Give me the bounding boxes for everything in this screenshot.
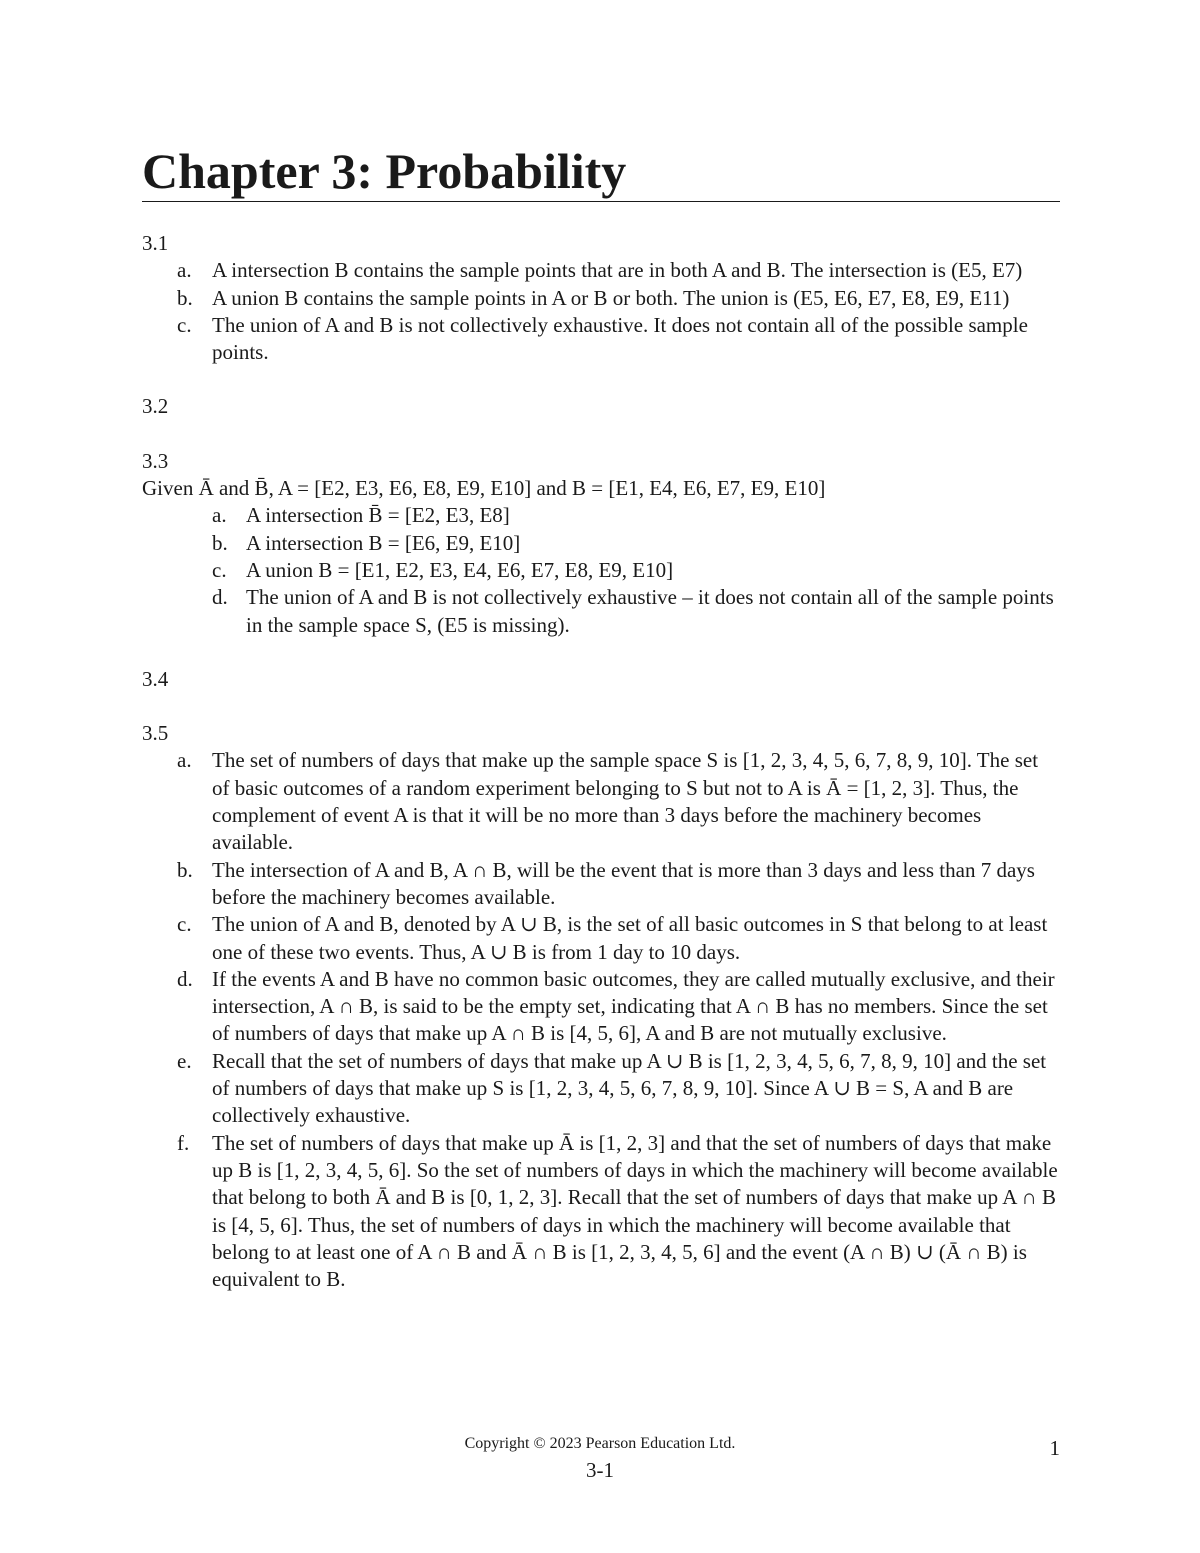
item-label: a. <box>177 258 192 283</box>
item-label: d. <box>177 966 193 991</box>
item-text: A intersection B contains the sample points that are in both A and B. The intersection is (E5, E7) <box>212 258 1023 283</box>
section-number: 3.5 <box>142 721 169 746</box>
item-text: The set of numbers of days that make up the sample space S is [1, 2, 3, 4, 5, 6, 7, 8, 9, 10]. The set of basic outcomes of a random experiment belonging to S but not to A is Ā = [1, 2, 3]. Thus, the complement of event A is that it will be no more than 3 days before the machinery becomes available. <box>212 748 1039 855</box>
page-number: 1 <box>1049 1436 1060 1460</box>
section-3-2 <box>142 393 1060 420</box>
list-item <box>142 557 1060 584</box>
item-label: e. <box>177 1048 192 1073</box>
item-text: A intersection B̄ = [E2, E3, E8] <box>246 503 510 528</box>
spacer <box>142 366 1060 393</box>
item-label: b. <box>177 285 193 310</box>
item-text: The union of A and B is not collectively exhaustive – it does not contain all of the sample points in the sample space S, (E5 is missing). <box>246 585 1054 637</box>
section-3-4 <box>142 666 1060 693</box>
list-item <box>142 285 1060 312</box>
section-number: 3.1 <box>142 231 169 255</box>
item-label: f. <box>177 1130 190 1155</box>
list-item <box>142 312 1060 367</box>
item-label: c. <box>177 312 192 337</box>
list-item <box>142 257 1060 284</box>
footer-page-code: 3-1 <box>586 1458 614 1482</box>
item-text: The set of numbers of days that make up Ā is [1, 2, 3] and that the set of numbers of days that make up B is [1, 2, 3, 4, 5, 6]. So the set of numbers of days in which the machinery will become available that belong to both Ā and B is [0, 1, 2, 3]. Recall that the set of numbers of days that make up A ∩ B is [4, 5, 6]. Thus, the set of numbers of days in which the machinery will become available that belong to at least one of A ∩ B and Ā ∩ B is [1, 2, 3, 4, 5, 6] and the event (A ∩ B) ∪ (Ā ∩ B) is equivalent to B. <box>212 1130 1058 1292</box>
list-item <box>142 857 1060 912</box>
item-text: Recall that the set of numbers of days that make up A ∪ B is [1, 2, 3, 4, 5, 6, 7, 8, 9, 10] and the set of numbers of days that make up S is [1, 2, 3, 4, 5, 6, 7, 8, 9, 10]. Since A ∪ B = S, A and B are collectively exhaustive. <box>212 1048 1047 1128</box>
item-text: A intersection B = [E6, E9, E10] <box>246 530 521 555</box>
given-statement: Given Ā and B̄, A = [E2, E3, E6, E8, E9, E10] and B = [E1, E4, E6, E7, E9, E10] <box>142 476 826 501</box>
spacer <box>142 693 1060 720</box>
document-body <box>142 230 1060 1293</box>
list-item <box>142 530 1060 557</box>
item-label: a. <box>212 503 227 528</box>
item-text: If the events A and B have no common basic outcomes, they are called mutually exclusive, and their intersection, A ∩ B, is said to be the empty set, indicating that A ∩ B has no members. Since the set of numbers of days that make up A ∩ B is [4, 5, 6], A and B are not mutually exclusive. <box>212 966 1055 1046</box>
list-item <box>142 1048 1060 1130</box>
list-item <box>142 966 1060 1048</box>
section-3-3 <box>142 448 1060 639</box>
section-3-1 <box>142 230 1060 366</box>
answer-list <box>142 257 1060 366</box>
footer-copyright: Copyright © 2023 Pearson Education Ltd. <box>464 1435 736 1452</box>
list-item <box>142 1130 1060 1294</box>
section-3-5 <box>142 720 1060 1293</box>
item-text: A union B contains the sample points in A or B or both. The union is (E5, E6, E7, E8, E9, E11) <box>212 285 1010 310</box>
item-label: a. <box>177 748 192 773</box>
item-text: The intersection of A and B, A ∩ B, will be the event that is more than 3 days and less than 7 days before the machinery becomes available. <box>212 857 1035 909</box>
title-underline <box>142 201 1060 202</box>
list-item <box>142 584 1060 639</box>
section-number: 3.3 <box>142 448 169 473</box>
answer-list <box>142 747 1060 1293</box>
item-text: A union B = [E1, E2, E3, E4, E6, E7, E8, E9, E10] <box>246 557 674 582</box>
list-item <box>142 502 1060 529</box>
answer-list <box>142 502 1060 638</box>
list-item <box>142 911 1060 966</box>
item-label: b. <box>177 857 193 882</box>
item-label: c. <box>212 557 227 582</box>
item-label: b. <box>212 530 228 555</box>
spacer <box>142 421 1060 448</box>
item-text: The union of A and B is not collectively exhaustive. It does not contain all of the possible sample points. <box>212 312 1028 365</box>
section-number: 3.4 <box>142 666 169 691</box>
item-label: c. <box>177 912 192 937</box>
page-title: Chapter 3: Probability <box>142 143 627 199</box>
item-text: The union of A and B, denoted by A ∪ B, is the set of all basic outcomes in S that belong to at least one of these two events. Thus, A ∪ B is from 1 day to 10 days. <box>212 912 1048 964</box>
section-number: 3.2 <box>142 394 169 419</box>
spacer <box>142 639 1060 666</box>
list-item <box>142 747 1060 856</box>
item-label: d. <box>212 585 228 610</box>
